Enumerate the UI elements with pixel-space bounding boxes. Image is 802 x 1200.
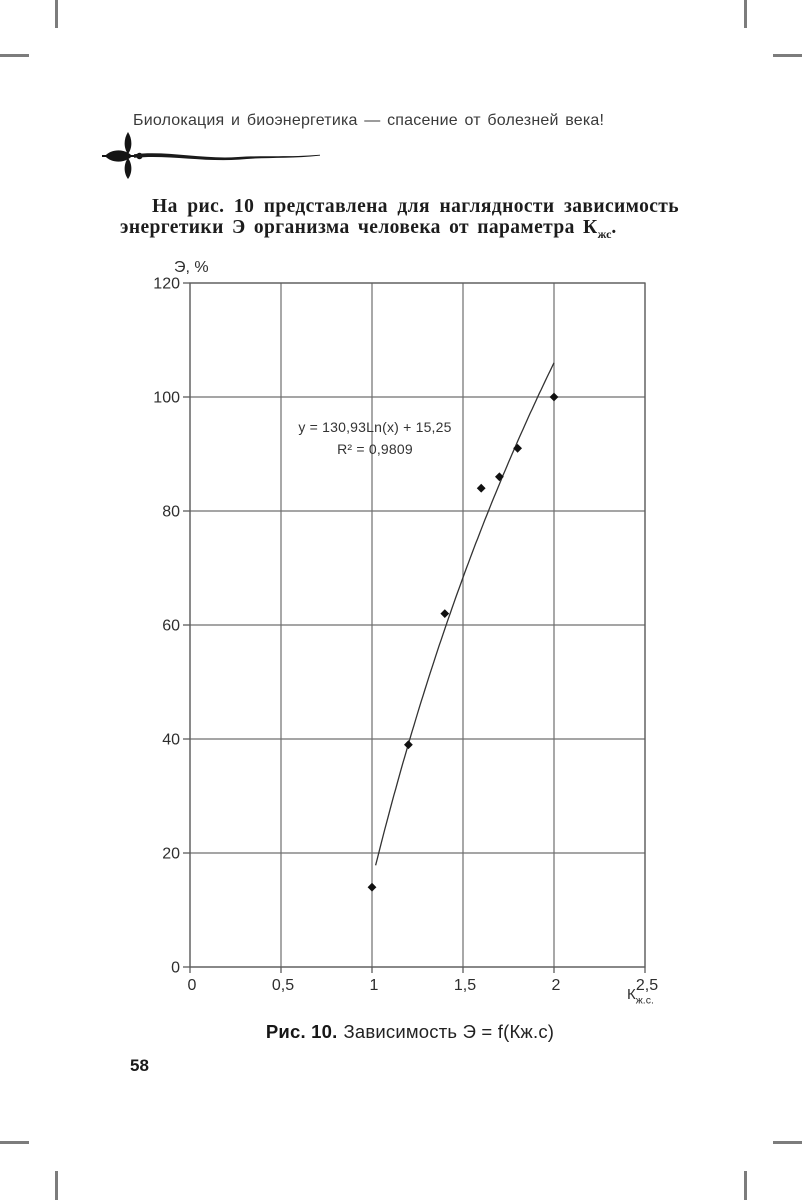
data-point-diamond	[550, 393, 559, 402]
figure-caption-text: Зависимость Э = f(Кж.с)	[343, 1021, 555, 1042]
data-point-diamond	[368, 883, 377, 892]
body-paragraph-line2-period: .	[611, 217, 617, 238]
x-axis-title: $К_{ж.с.}$	[627, 986, 654, 1007]
y-tick-label: 0	[171, 959, 180, 977]
running-head-title: Биолокация и биоэнергетика — спасение от болезней века!	[133, 112, 605, 129]
x-tick-label: 0	[187, 977, 197, 994]
y-tick-label: 20	[162, 845, 180, 863]
x-tick-label: 0,5	[271, 977, 295, 994]
body-paragraph-line2-text: энергетики Э организма человека от параметра К	[120, 217, 598, 238]
trendline-equation-annotation	[255, 416, 495, 460]
y-tick-label: 60	[162, 617, 180, 635]
trendline-r2-text: R² = 0,9809	[337, 441, 413, 457]
x-tick-label: 2	[551, 977, 561, 994]
data-point-diamond	[440, 609, 449, 618]
trendline-equation-text: y = 130,93Ln(x) + 15,25	[298, 419, 452, 435]
x-tick-label: 1,5	[453, 977, 477, 994]
data-point-diamond	[495, 472, 504, 481]
x-tick-label: 1	[369, 977, 379, 994]
y-tick-label: 100	[153, 389, 180, 407]
data-point-diamond	[513, 444, 522, 453]
y-tick-label: 80	[162, 503, 180, 521]
k-zhs-subscript: жс	[597, 226, 612, 241]
y-tick-label: 120	[153, 275, 180, 293]
y-tick-label: 40	[162, 731, 180, 749]
data-point-diamond	[404, 740, 413, 749]
body-paragraph-line1: На рис. 10 представлена для наглядности зависимость	[152, 196, 679, 217]
x-tick-label: 2,5	[635, 977, 659, 994]
data-point-diamond	[477, 484, 486, 493]
figure-caption	[110, 1021, 710, 1043]
y-axis-title: Э, %	[174, 259, 209, 276]
figure-caption-label: Рис. 10.	[265, 1021, 338, 1042]
page-number: 58	[130, 1056, 149, 1075]
